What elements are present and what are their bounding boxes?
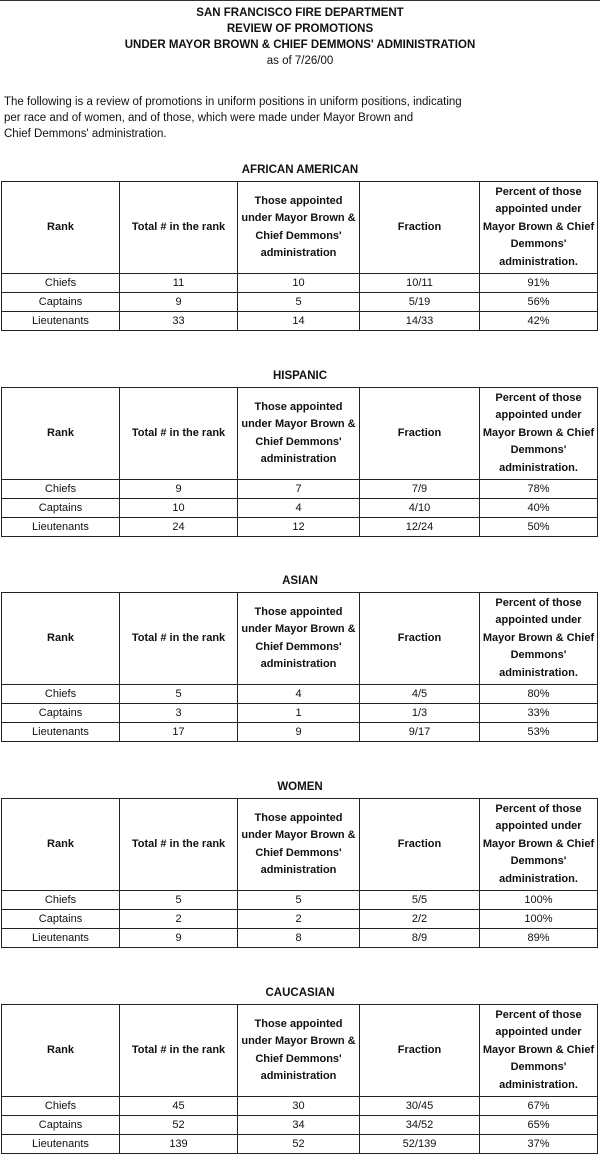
table-header-row bbox=[2, 182, 598, 274]
table-row bbox=[2, 1135, 598, 1154]
column-header-appointed: Those appointed under Mayor Brown & Chief Demmons' administration bbox=[238, 593, 360, 685]
cell-rank: Lieutenants bbox=[2, 723, 120, 742]
cell-appointed: 12 bbox=[238, 518, 360, 537]
cell-appointed: 2 bbox=[238, 910, 360, 929]
table-row bbox=[2, 1097, 598, 1116]
column-header-rank: Rank bbox=[2, 799, 120, 891]
cell-total: 52 bbox=[120, 1116, 238, 1135]
column-header-fraction: Fraction bbox=[360, 1005, 480, 1097]
cell-percent: 89% bbox=[480, 929, 598, 948]
promotion-table bbox=[1, 181, 598, 331]
intro-line: The following is a review of promotions in uniform positions in uniform positions, indicating bbox=[4, 96, 462, 108]
cell-appointed: 8 bbox=[238, 929, 360, 948]
cell-total: 5 bbox=[120, 891, 238, 910]
cell-percent: 65% bbox=[480, 1116, 598, 1135]
cell-total: 33 bbox=[120, 312, 238, 331]
column-header-fraction: Fraction bbox=[360, 182, 480, 274]
header-date: as of 7/26/00 bbox=[266, 55, 334, 67]
cell-rank: Chiefs bbox=[2, 274, 120, 293]
table-header-row bbox=[2, 593, 598, 685]
table-row bbox=[2, 910, 598, 929]
cell-rank: Captains bbox=[2, 704, 120, 723]
cell-percent: 40% bbox=[480, 499, 598, 518]
document-header bbox=[0, 5, 600, 69]
cell-fraction: 30/45 bbox=[360, 1097, 480, 1116]
table-header-row bbox=[2, 1005, 598, 1097]
section-title: HISPANIC bbox=[272, 370, 328, 382]
table-row bbox=[2, 480, 598, 499]
section-3 bbox=[0, 574, 600, 742]
cell-total: 2 bbox=[120, 910, 238, 929]
section-title: ASIAN bbox=[282, 575, 318, 587]
cell-fraction: 52/139 bbox=[360, 1135, 480, 1154]
cell-total: 139 bbox=[120, 1135, 238, 1154]
column-header-percent: Percent of those appointed under Mayor Brown & Chief Demmons' administration. bbox=[480, 182, 598, 274]
column-header-total: Total # in the rank bbox=[120, 388, 238, 480]
cell-appointed: 34 bbox=[238, 1116, 360, 1135]
cell-appointed: 5 bbox=[238, 293, 360, 312]
cell-percent: 42% bbox=[480, 312, 598, 331]
cell-fraction: 10/11 bbox=[360, 274, 480, 293]
column-header-fraction: Fraction bbox=[360, 388, 480, 480]
cell-percent: 53% bbox=[480, 723, 598, 742]
column-header-percent: Percent of those appointed under Mayor Brown & Chief Demmons' administration. bbox=[480, 1005, 598, 1097]
cell-total: 9 bbox=[120, 929, 238, 948]
table-row bbox=[2, 499, 598, 518]
cell-rank: Chiefs bbox=[2, 685, 120, 704]
promotion-table bbox=[1, 798, 598, 948]
column-header-rank: Rank bbox=[2, 182, 120, 274]
cell-percent: 37% bbox=[480, 1135, 598, 1154]
table-row bbox=[2, 274, 598, 293]
cell-percent: 50% bbox=[480, 518, 598, 537]
intro-line: Chief Demmons' administration. bbox=[4, 128, 167, 140]
section-5 bbox=[0, 986, 600, 1154]
cell-percent: 78% bbox=[480, 480, 598, 499]
column-header-total: Total # in the rank bbox=[120, 182, 238, 274]
cell-rank: Captains bbox=[2, 499, 120, 518]
cell-fraction: 5/5 bbox=[360, 891, 480, 910]
table-row bbox=[2, 891, 598, 910]
top-rule bbox=[0, 0, 600, 1]
cell-fraction: 2/2 bbox=[360, 910, 480, 929]
cell-appointed: 9 bbox=[238, 723, 360, 742]
promotion-table bbox=[1, 592, 598, 742]
cell-fraction: 5/19 bbox=[360, 293, 480, 312]
promotion-table bbox=[1, 387, 598, 537]
column-header-appointed: Those appointed under Mayor Brown & Chief Demmons' administration bbox=[238, 182, 360, 274]
cell-rank: Captains bbox=[2, 910, 120, 929]
cell-rank: Captains bbox=[2, 293, 120, 312]
cell-fraction: 12/24 bbox=[360, 518, 480, 537]
section-2 bbox=[0, 369, 600, 537]
table-row bbox=[2, 723, 598, 742]
cell-total: 3 bbox=[120, 704, 238, 723]
header-administration: UNDER MAYOR BROWN & CHIEF DEMMONS' ADMINISTRATION bbox=[124, 39, 476, 51]
cell-total: 10 bbox=[120, 499, 238, 518]
cell-rank: Captains bbox=[2, 1116, 120, 1135]
header-review-title: REVIEW OF PROMOTIONS bbox=[226, 23, 374, 35]
column-header-percent: Percent of those appointed under Mayor Brown & Chief Demmons' administration. bbox=[480, 388, 598, 480]
cell-percent: 67% bbox=[480, 1097, 598, 1116]
cell-rank: Lieutenants bbox=[2, 312, 120, 331]
column-header-total: Total # in the rank bbox=[120, 593, 238, 685]
cell-fraction: 7/9 bbox=[360, 480, 480, 499]
cell-total: 11 bbox=[120, 274, 238, 293]
section-title: WOMEN bbox=[277, 781, 323, 793]
cell-appointed: 10 bbox=[238, 274, 360, 293]
cell-percent: 91% bbox=[480, 274, 598, 293]
cell-fraction: 4/10 bbox=[360, 499, 480, 518]
column-header-rank: Rank bbox=[2, 593, 120, 685]
column-header-total: Total # in the rank bbox=[120, 799, 238, 891]
cell-percent: 33% bbox=[480, 704, 598, 723]
cell-total: 9 bbox=[120, 293, 238, 312]
table-row bbox=[2, 312, 598, 331]
section-title: AFRICAN AMERICAN bbox=[241, 164, 359, 176]
intro-line: per race and of women, and of those, which were made under Mayor Brown and bbox=[4, 112, 414, 124]
cell-rank: Chiefs bbox=[2, 480, 120, 499]
section-4 bbox=[0, 780, 600, 948]
cell-fraction: 34/52 bbox=[360, 1116, 480, 1135]
cell-appointed: 52 bbox=[238, 1135, 360, 1154]
column-header-appointed: Those appointed under Mayor Brown & Chief Demmons' administration bbox=[238, 799, 360, 891]
column-header-percent: Percent of those appointed under Mayor Brown & Chief Demmons' administration. bbox=[480, 593, 598, 685]
column-header-fraction: Fraction bbox=[360, 799, 480, 891]
cell-total: 5 bbox=[120, 685, 238, 704]
cell-rank: Lieutenants bbox=[2, 929, 120, 948]
table-row bbox=[2, 685, 598, 704]
column-header-appointed: Those appointed under Mayor Brown & Chief Demmons' administration bbox=[238, 388, 360, 480]
cell-fraction: 9/17 bbox=[360, 723, 480, 742]
table-row bbox=[2, 293, 598, 312]
cell-appointed: 7 bbox=[238, 480, 360, 499]
cell-total: 24 bbox=[120, 518, 238, 537]
cell-appointed: 5 bbox=[238, 891, 360, 910]
cell-appointed: 30 bbox=[238, 1097, 360, 1116]
cell-total: 45 bbox=[120, 1097, 238, 1116]
cell-fraction: 1/3 bbox=[360, 704, 480, 723]
cell-percent: 80% bbox=[480, 685, 598, 704]
cell-total: 9 bbox=[120, 480, 238, 499]
table-row bbox=[2, 518, 598, 537]
cell-percent: 100% bbox=[480, 910, 598, 929]
cell-percent: 100% bbox=[480, 891, 598, 910]
column-header-appointed: Those appointed under Mayor Brown & Chief Demmons' administration bbox=[238, 1005, 360, 1097]
cell-fraction: 14/33 bbox=[360, 312, 480, 331]
table-row bbox=[2, 704, 598, 723]
cell-appointed: 14 bbox=[238, 312, 360, 331]
table-header-row bbox=[2, 799, 598, 891]
section-1 bbox=[0, 163, 600, 331]
section-title: CAUCASIAN bbox=[265, 987, 335, 999]
cell-appointed: 4 bbox=[238, 685, 360, 704]
cell-total: 17 bbox=[120, 723, 238, 742]
cell-fraction: 8/9 bbox=[360, 929, 480, 948]
intro-paragraph bbox=[4, 94, 544, 142]
column-header-percent: Percent of those appointed under Mayor Brown & Chief Demmons' administration. bbox=[480, 799, 598, 891]
cell-appointed: 4 bbox=[238, 499, 360, 518]
promotion-table bbox=[1, 1004, 598, 1154]
cell-rank: Lieutenants bbox=[2, 518, 120, 537]
header-department: SAN FRANCISCO FIRE DEPARTMENT bbox=[196, 7, 404, 19]
cell-rank: Chiefs bbox=[2, 1097, 120, 1116]
table-header-row bbox=[2, 388, 598, 480]
table-row bbox=[2, 1116, 598, 1135]
table-row bbox=[2, 929, 598, 948]
cell-fraction: 4/5 bbox=[360, 685, 480, 704]
column-header-total: Total # in the rank bbox=[120, 1005, 238, 1097]
column-header-rank: Rank bbox=[2, 1005, 120, 1097]
cell-rank: Lieutenants bbox=[2, 1135, 120, 1154]
cell-rank: Chiefs bbox=[2, 891, 120, 910]
cell-appointed: 1 bbox=[238, 704, 360, 723]
cell-percent: 56% bbox=[480, 293, 598, 312]
column-header-rank: Rank bbox=[2, 388, 120, 480]
column-header-fraction: Fraction bbox=[360, 593, 480, 685]
